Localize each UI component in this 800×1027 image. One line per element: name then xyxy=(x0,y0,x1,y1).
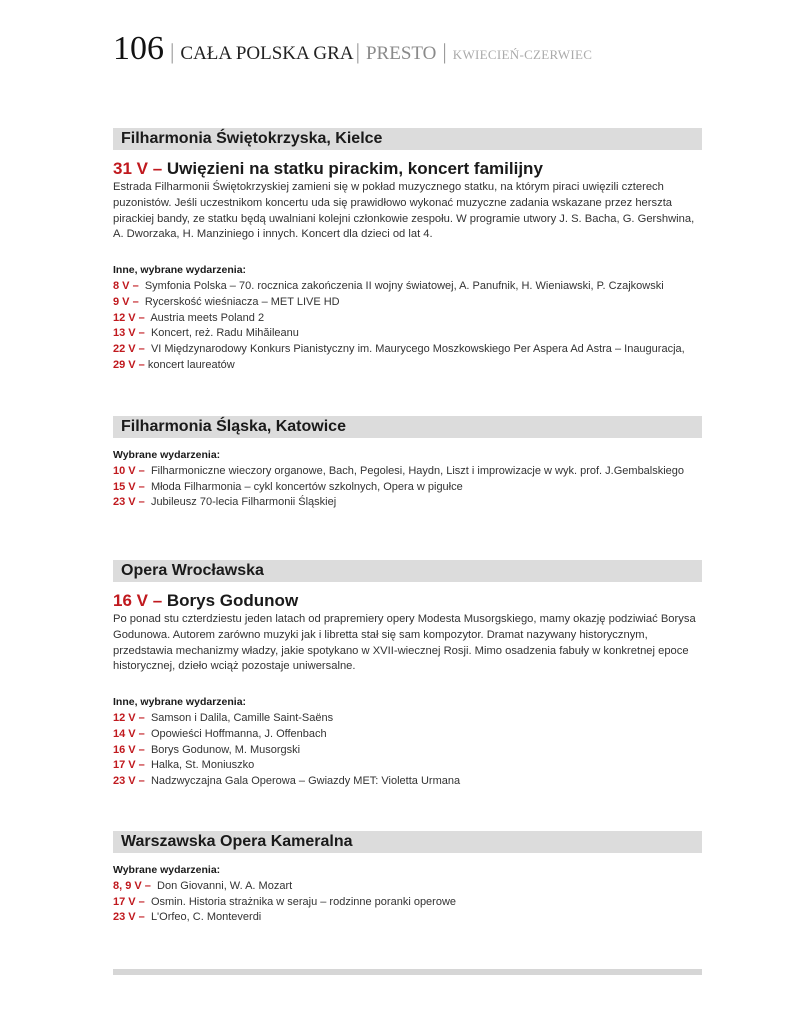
event-text: Borys Godunow, M. Musorgski xyxy=(150,743,301,756)
featured-event xyxy=(113,158,702,180)
venue-title: Warszawska Opera Kameralna xyxy=(113,831,702,853)
event-date: 15 V – xyxy=(113,480,145,493)
list-item xyxy=(113,711,702,727)
list-item xyxy=(113,743,702,759)
header-separator: | xyxy=(442,39,447,64)
list-item xyxy=(113,464,702,480)
event-date: 10 V – xyxy=(113,464,145,477)
event-text: Jubileusz 70-lecia Filharmonii Śląskiej xyxy=(150,496,337,509)
list-item xyxy=(113,758,702,774)
events-list-heading: Inne, wybrane wydarzenia: xyxy=(113,264,247,277)
list-item xyxy=(113,326,702,342)
list-item xyxy=(113,295,702,311)
featured-event-title: Borys Godunow xyxy=(166,591,299,610)
event-text: Koncert, reż. Radu Mihăileanu xyxy=(150,327,299,340)
events-list xyxy=(113,464,702,511)
events-list xyxy=(113,879,702,926)
event-text: Don Giovanni, W. A. Mozart xyxy=(157,879,293,892)
event-text: koncert laureatów xyxy=(147,358,235,371)
event-text: Symfonia Polska – 70. rocznica zakończenia II wojny światowej, A. Panufnik, H. Wieniawski, P. Czajkowski xyxy=(144,279,664,292)
venue-title: Opera Wrocławska xyxy=(113,560,702,582)
header-separator: | xyxy=(355,39,360,64)
event-date: 23 V – xyxy=(113,775,145,788)
list-item xyxy=(113,358,702,374)
venue-title: Filharmonia Świętokrzyska, Kielce xyxy=(113,128,702,150)
event-date: 17 V – xyxy=(113,759,145,772)
events-list-heading: Wybrane wydarzenia: xyxy=(113,449,221,461)
header-separator: | xyxy=(170,39,175,64)
event-text: VI Międzynarodowy Konkurs Pianistyczny im. Maurycego Moszkowskiego Per Aspera Ad Astra – Inauguracja, xyxy=(150,343,685,356)
venue-section-warszawa xyxy=(113,831,702,926)
event-date: 14 V – xyxy=(113,727,145,740)
list-item xyxy=(113,879,702,895)
event-date: 9 V – xyxy=(113,295,139,308)
issue-period: KWIECIEŃ-CZERWIEC xyxy=(452,47,593,62)
list-item xyxy=(113,342,702,358)
list-item xyxy=(113,910,702,926)
featured-event-title: Uwięzieni na statku pirackim, koncert familijny xyxy=(166,159,543,178)
event-text: Nadzwyczajna Gala Operowa – Gwiazdy MET: Violetta Urmana xyxy=(150,775,461,788)
list-item xyxy=(113,727,702,743)
venue-section-wroclaw xyxy=(113,560,702,790)
event-text: Filharmoniczne wieczory organowe, Bach, Pegolesi, Haydn, Liszt i improwizacje w wyk. prof. J.Gembalskiego xyxy=(150,464,685,477)
list-item xyxy=(113,480,702,496)
event-date: 29 V – xyxy=(113,358,145,371)
events-list xyxy=(113,279,702,374)
event-text: Austria meets Poland 2 xyxy=(150,311,265,324)
section-name: PRESTO xyxy=(365,43,437,64)
event-date: 8, 9 V – xyxy=(113,879,151,892)
page-number: 106 xyxy=(113,30,164,67)
venue-title: Filharmonia Śląska, Katowice xyxy=(113,416,702,438)
list-item xyxy=(113,774,702,790)
event-date: 12 V – xyxy=(113,311,145,324)
event-date: 16 V – xyxy=(113,743,145,756)
event-description: Po ponad stu czterdziestu jeden latach od prapremiery opery Modesta Musorgskiego, mamy okazję podziwiać Borysa Godunowa. Autorem zarówno muzyki jak i libretta stał się sam kompozytor. Dramat nazywany historycznym, przedstawia mechanizmy władzy, jakie spotykano w XVII-wiecznej Rosji. Mimo osadzenia fabuły w konkretnej epoce historycznej, dzieło wciąż pozostaje uniwersalne. xyxy=(113,613,696,673)
event-date: 8 V – xyxy=(113,279,139,292)
event-date: 17 V – xyxy=(113,895,145,908)
event-description: Estrada Filharmonii Świętokrzyskiej zamieni się w pokład muzycznego statku, na którym piraci uwięzili czterech puzonistów. Jeśli uczestnikom koncertu uda się prawidłowo wykonać muzyczne zadania wskazane przez herszta pirackiej bandy, ze statku będą uwalniani kolejni członkowie zespołu. W programie utwory J. S. Bacha, G. Gershwina, A. Dworzaka, H. Manziniego i innych. Koncert dla dzieci od lat 4. xyxy=(113,181,695,241)
event-text: Rycerskość wieśniacza – MET LIVE HD xyxy=(144,295,340,308)
event-date: 22 V – xyxy=(113,343,145,356)
list-item xyxy=(113,279,702,295)
event-date: 12 V – xyxy=(113,711,145,724)
event-text: Halka, St. Moniuszko xyxy=(150,759,255,772)
event-text: Osmin. Historia strażnika w seraju – rodzinne poranki operowe xyxy=(150,895,457,908)
magazine-title: CAŁA POLSKA GRA xyxy=(180,43,354,64)
events-list-heading: Inne, wybrane wydarzenia: xyxy=(113,696,247,709)
list-item xyxy=(113,895,702,911)
featured-event-date: 16 V – xyxy=(113,591,163,610)
event-text: Opowieści Hoffmanna, J. Offenbach xyxy=(150,727,327,740)
event-date: 13 V – xyxy=(113,327,145,340)
page-header xyxy=(113,30,592,68)
venue-section-kielce xyxy=(113,128,702,374)
event-text: Młoda Filharmonia – cykl koncertów szkolnych, Opera w pigułce xyxy=(150,480,463,493)
event-date: 23 V – xyxy=(113,496,145,509)
list-item xyxy=(113,311,702,327)
list-item xyxy=(113,495,702,511)
events-list xyxy=(113,711,702,790)
bottom-divider xyxy=(113,969,702,975)
featured-event-date: 31 V – xyxy=(113,159,163,178)
event-text: L'Orfeo, C. Monteverdi xyxy=(150,911,262,924)
events-list-heading: Wybrane wydarzenia: xyxy=(113,864,221,876)
featured-event xyxy=(113,590,702,612)
event-date: 23 V – xyxy=(113,911,145,924)
event-text: Samson i Dalila, Camille Saint-Saëns xyxy=(150,711,334,724)
venue-section-katowice xyxy=(113,416,702,511)
